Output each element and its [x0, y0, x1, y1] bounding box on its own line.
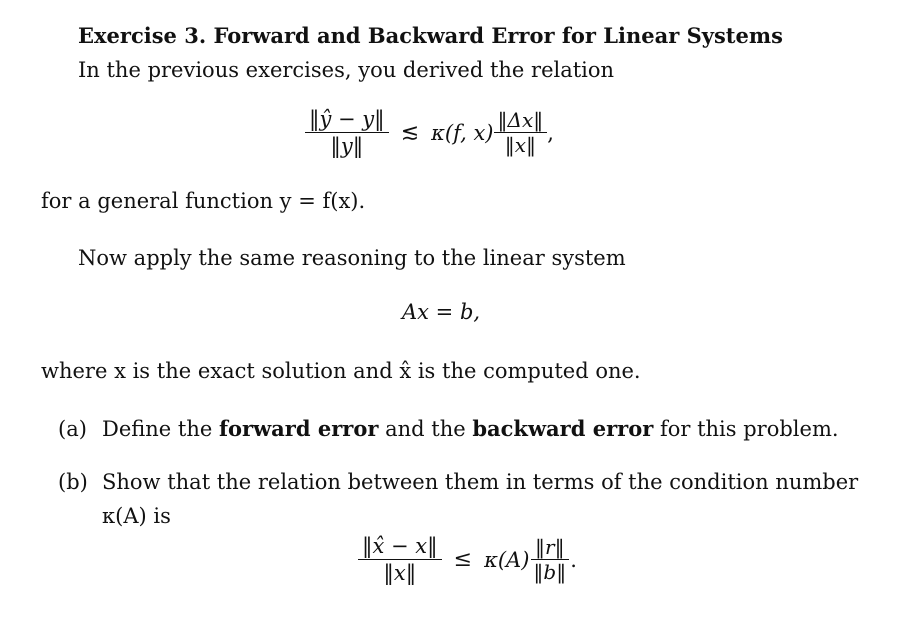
rhs-numerator: ‖r‖	[531, 535, 569, 560]
rhs-numerator: ‖Δx‖	[494, 108, 548, 133]
lhs-denominator: ‖x‖	[383, 561, 417, 585]
part-b-line2: κ(A) is	[102, 504, 171, 528]
intro-text: In the previous exercises, you derived the relation	[78, 58, 615, 82]
part-a-label: (a)	[58, 417, 87, 441]
condition-factor: κ(A)	[484, 547, 530, 572]
rhs-denominator: ‖b‖	[533, 560, 567, 584]
lhs-numerator: ‖ŷ − y‖	[305, 106, 389, 133]
lhs-denominator: ‖y‖	[330, 134, 364, 158]
part-b-label: (b)	[58, 470, 88, 494]
part-a	[58, 415, 839, 443]
rhs-fraction	[494, 108, 548, 157]
rhs-fraction	[529, 535, 570, 584]
part-a-post: for this problem.	[659, 417, 839, 441]
equation-trailing-punct: .	[570, 547, 577, 572]
part-b-line1: Show that the relation between them in terms of the condition number	[102, 470, 859, 494]
linear-system-equation: Ax = b,	[402, 300, 481, 324]
apply-text: Now apply the same reasoning to the linear system	[78, 246, 626, 270]
forward-error-term: forward error	[218, 416, 379, 441]
relation-symbol: ≲	[400, 120, 420, 145]
condition-factor: κ(f, x)	[431, 120, 494, 145]
exercise-title: Exercise 3. Forward and Backward Error for Linear Systems	[78, 23, 783, 48]
general-function-text: for a general function y = f(x).	[41, 189, 366, 213]
relation-equation-linear	[358, 533, 577, 586]
part-b	[58, 468, 858, 496]
where-text: where x is the exact solution and x̂ is the computed one.	[41, 359, 641, 383]
relation-symbol: ≤	[453, 547, 473, 572]
lhs-fraction	[358, 533, 442, 586]
part-a-pre: Define the	[102, 417, 213, 441]
lhs-numerator: ‖x̂ − x‖	[358, 533, 442, 560]
rhs-denominator: ‖x‖	[504, 133, 536, 157]
relation-equation-general	[305, 106, 554, 159]
backward-error-term: backward error	[472, 416, 654, 441]
lhs-fraction	[305, 106, 389, 159]
equation-trailing-punct: ,	[547, 120, 554, 145]
part-a-mid: and the	[385, 417, 466, 441]
